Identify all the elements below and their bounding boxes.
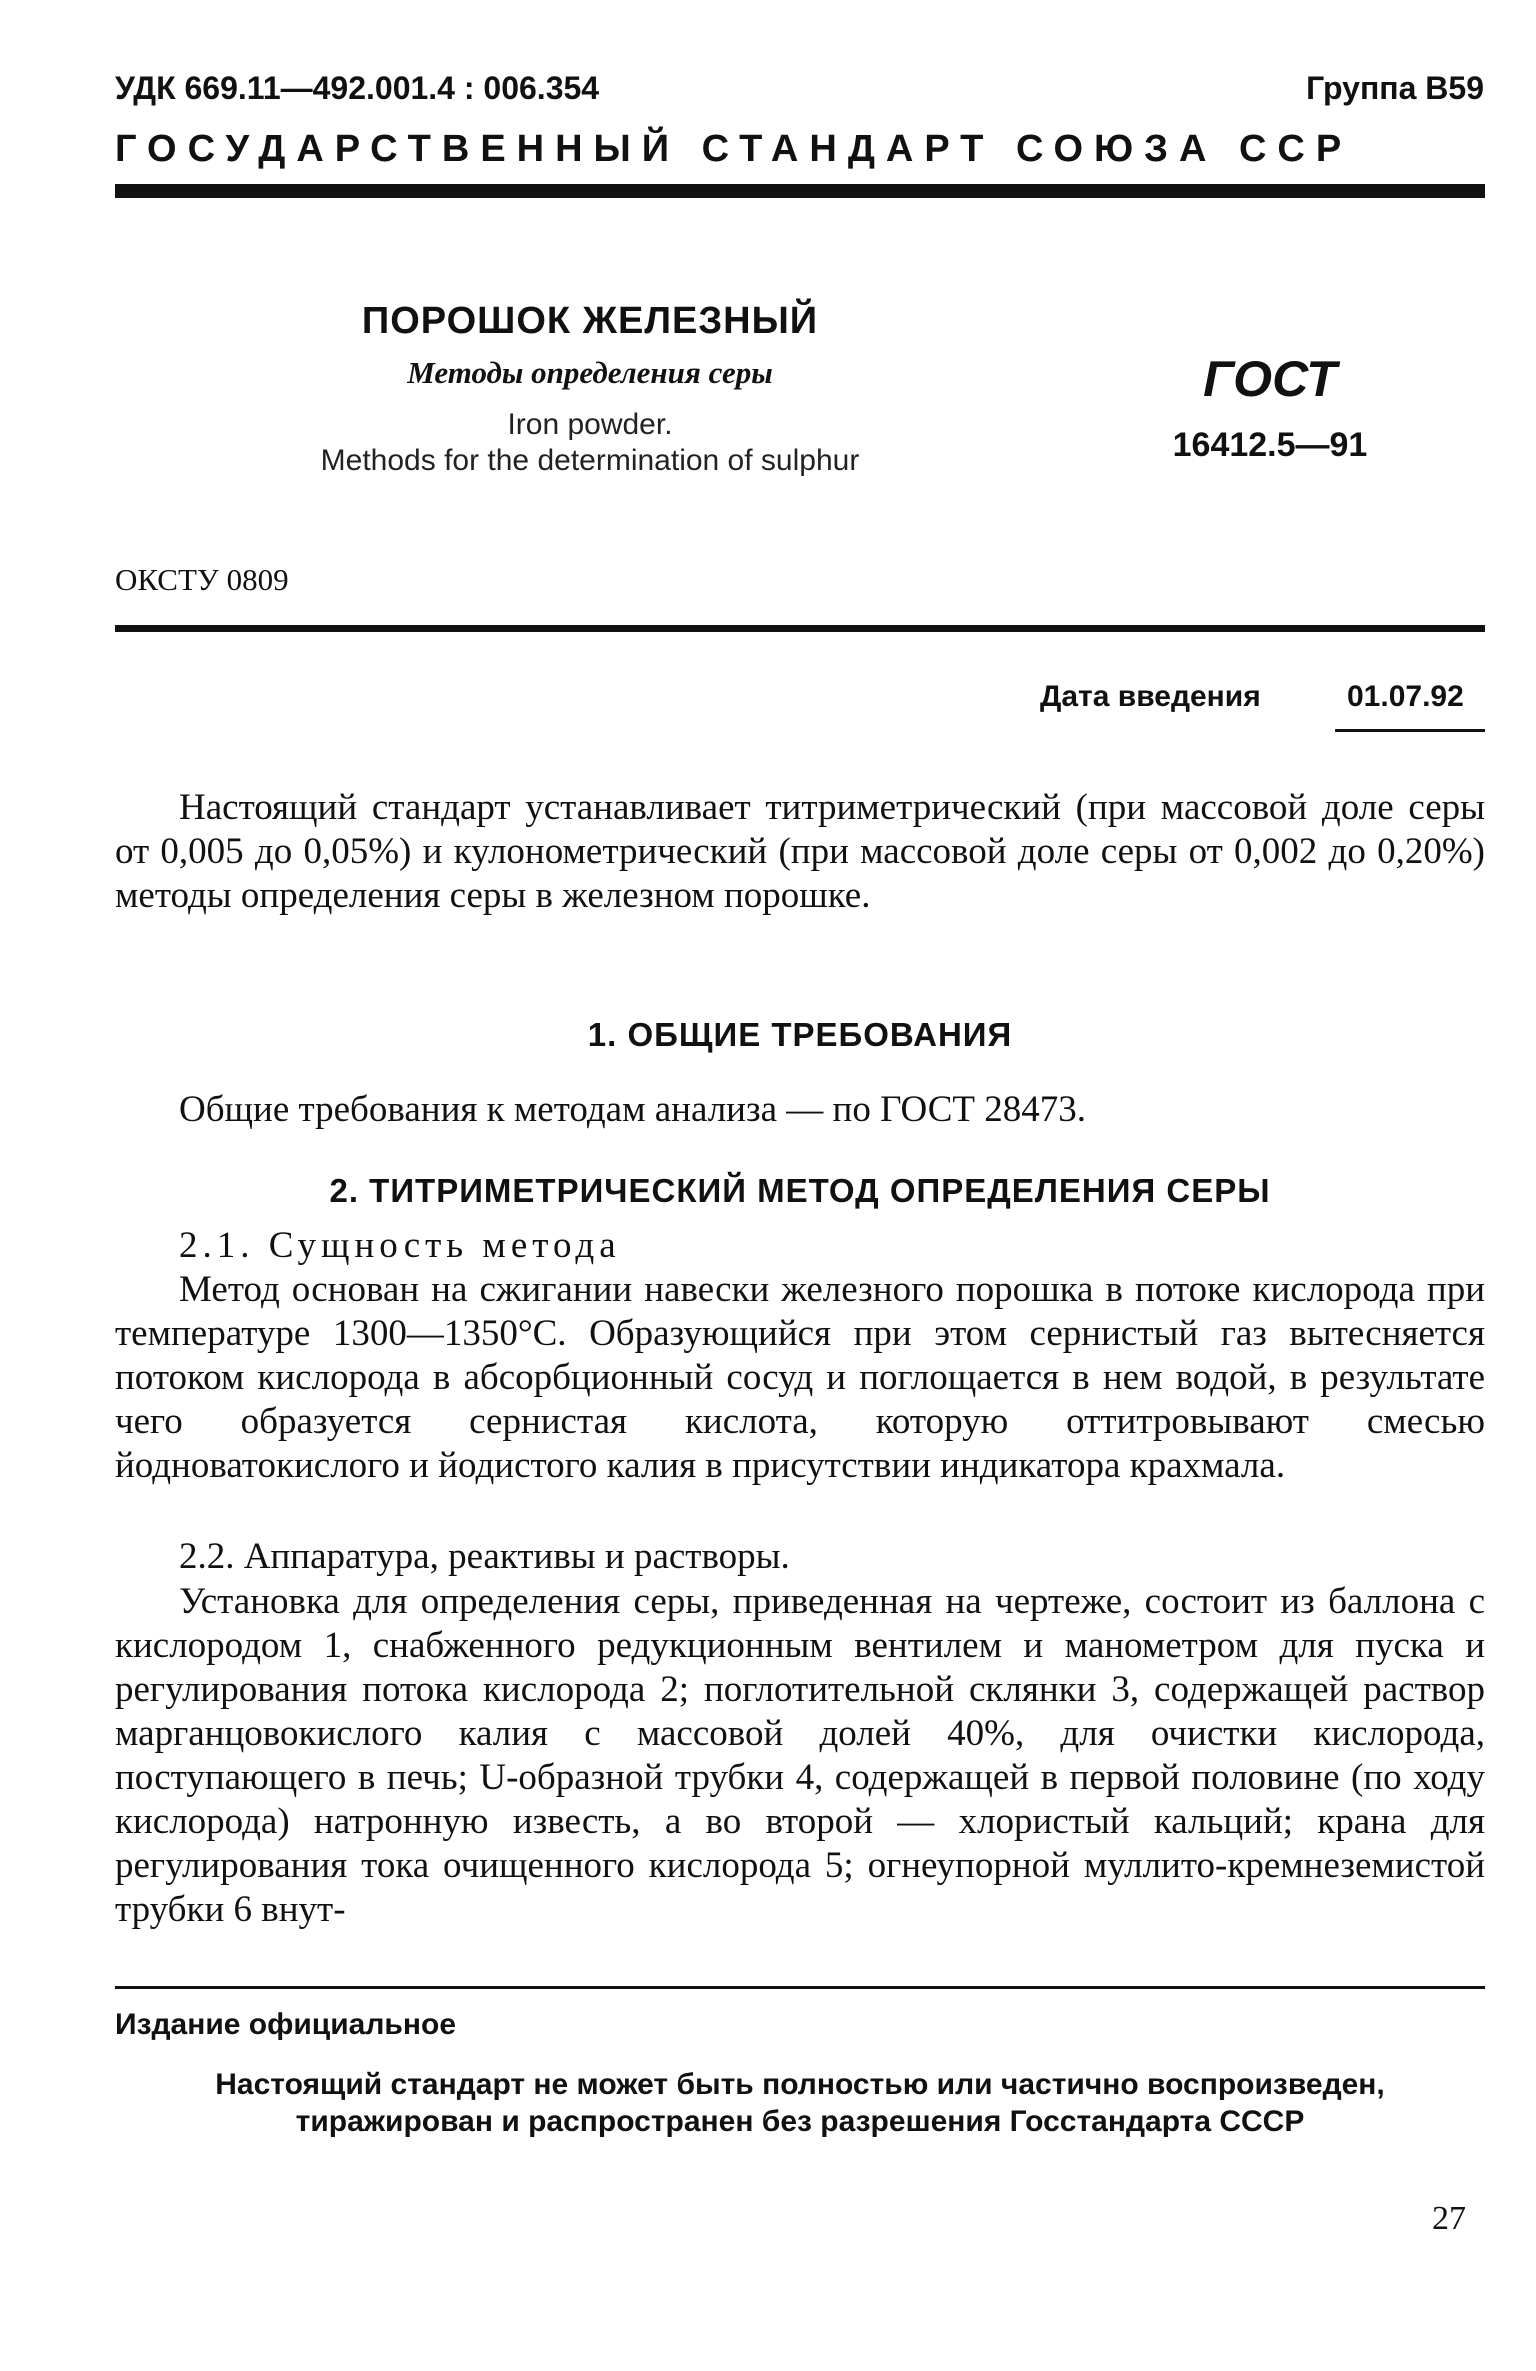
title-block (200, 300, 980, 479)
header-rule (115, 184, 1485, 198)
date-underline (1335, 729, 1485, 732)
clause-2-1-title: 2.1. Сущность метода (179, 1225, 621, 1266)
intro-date-value: 01.07.92 (1347, 680, 1464, 713)
gost-number: 16412.5—91 (1172, 426, 1368, 464)
section-1-text: Общие требования к методам анализа — по ГОСТ 28473. (179, 1089, 1086, 1130)
section-1-title: 1. ОБЩИЕ ТРЕБОВАНИЯ (587, 1016, 1013, 1053)
org-title: ГОСУДАРСТВЕННЫЙ СТАНДАРТ СОЮЗА ССР (115, 128, 1353, 170)
page-number: 27 (1432, 2200, 1466, 2237)
publication-note: Издание официальное (115, 2008, 457, 2041)
footer-rule (115, 1986, 1485, 1989)
gost-block (1120, 350, 1420, 465)
title-rule (115, 625, 1485, 632)
document-title: ПОРОШОК ЖЕЛЕЗНЫЙ (361, 300, 819, 342)
oksty-code: ОКСТУ 0809 (115, 562, 289, 597)
udk-code: УДК 669.11—492.001.4 : 006.354 (115, 70, 600, 106)
group-code: Группа В59 (1306, 70, 1484, 106)
english-title-line: Iron powder. (507, 408, 673, 441)
clause-2-2-text: Установка для определения серы, приведенная на чертеже, состоит из баллона с кислородом 1, снабженного редукционным вентилем и манометром для пуска и регулирования потока кислорода 2; поглотительной склянки 3, содержащей раствор марганцовокислого калия с массовой долей 40%, для очистки кислорода, поступающего в печь; U-образной трубки 4, содержащей в первой половине (по ходу кислорода) натронную известь, а во второй — хлористый кальций; крана для регулирования тока очищенного кислорода 5; огнеупорной муллито-кремнеземистой трубки 6 внут- (115, 1581, 1485, 1930)
gost-label: ГОСТ (1203, 351, 1337, 407)
copyright-notice (115, 2066, 1485, 2140)
document-subtitle: Методы определения серы (407, 355, 773, 390)
section-2-title: 2. ТИТРИМЕТРИЧЕСКИЙ МЕТОД ОПРЕДЕЛЕНИЯ СЕРЫ (329, 1172, 1271, 1209)
intro-date-label: Дата введения (1040, 680, 1261, 713)
intro-paragraph: Настоящий стандарт устанавливает титриметрический (при массовой доле серы от 0,005 до 0,05%) и кулонометрический (при массовой доле серы от 0,002 до 0,20%) методы определения серы в железном порошке. (115, 787, 1485, 916)
copyright-notice-line: Настоящий стандарт не может быть полностью или частично воспроизведен, (215, 2068, 1385, 2101)
copyright-notice-line: тиражирован и распространен без разрешения Госстандарта СССР (295, 2105, 1305, 2138)
english-title (200, 407, 980, 479)
clause-2-1-text: Метод основан на сжигании навески железного порошка в потоке кислорода при температуре 1300—1350°С. Образующийся при этом сернистый газ вытесняется потоком кислорода в абсорбционный сосуд и поглощается в нем водой, в результате чего образуется сернистая кислота, которую оттитровывают смесью йодноватокислого и йодистого калия в присутствии индикатора крахмала. (115, 1269, 1485, 1486)
clause-2-2-title: 2.2. Аппаратура, реактивы и растворы. (179, 1536, 790, 1577)
english-title-line: Methods for the determination of sulphur (320, 444, 860, 477)
